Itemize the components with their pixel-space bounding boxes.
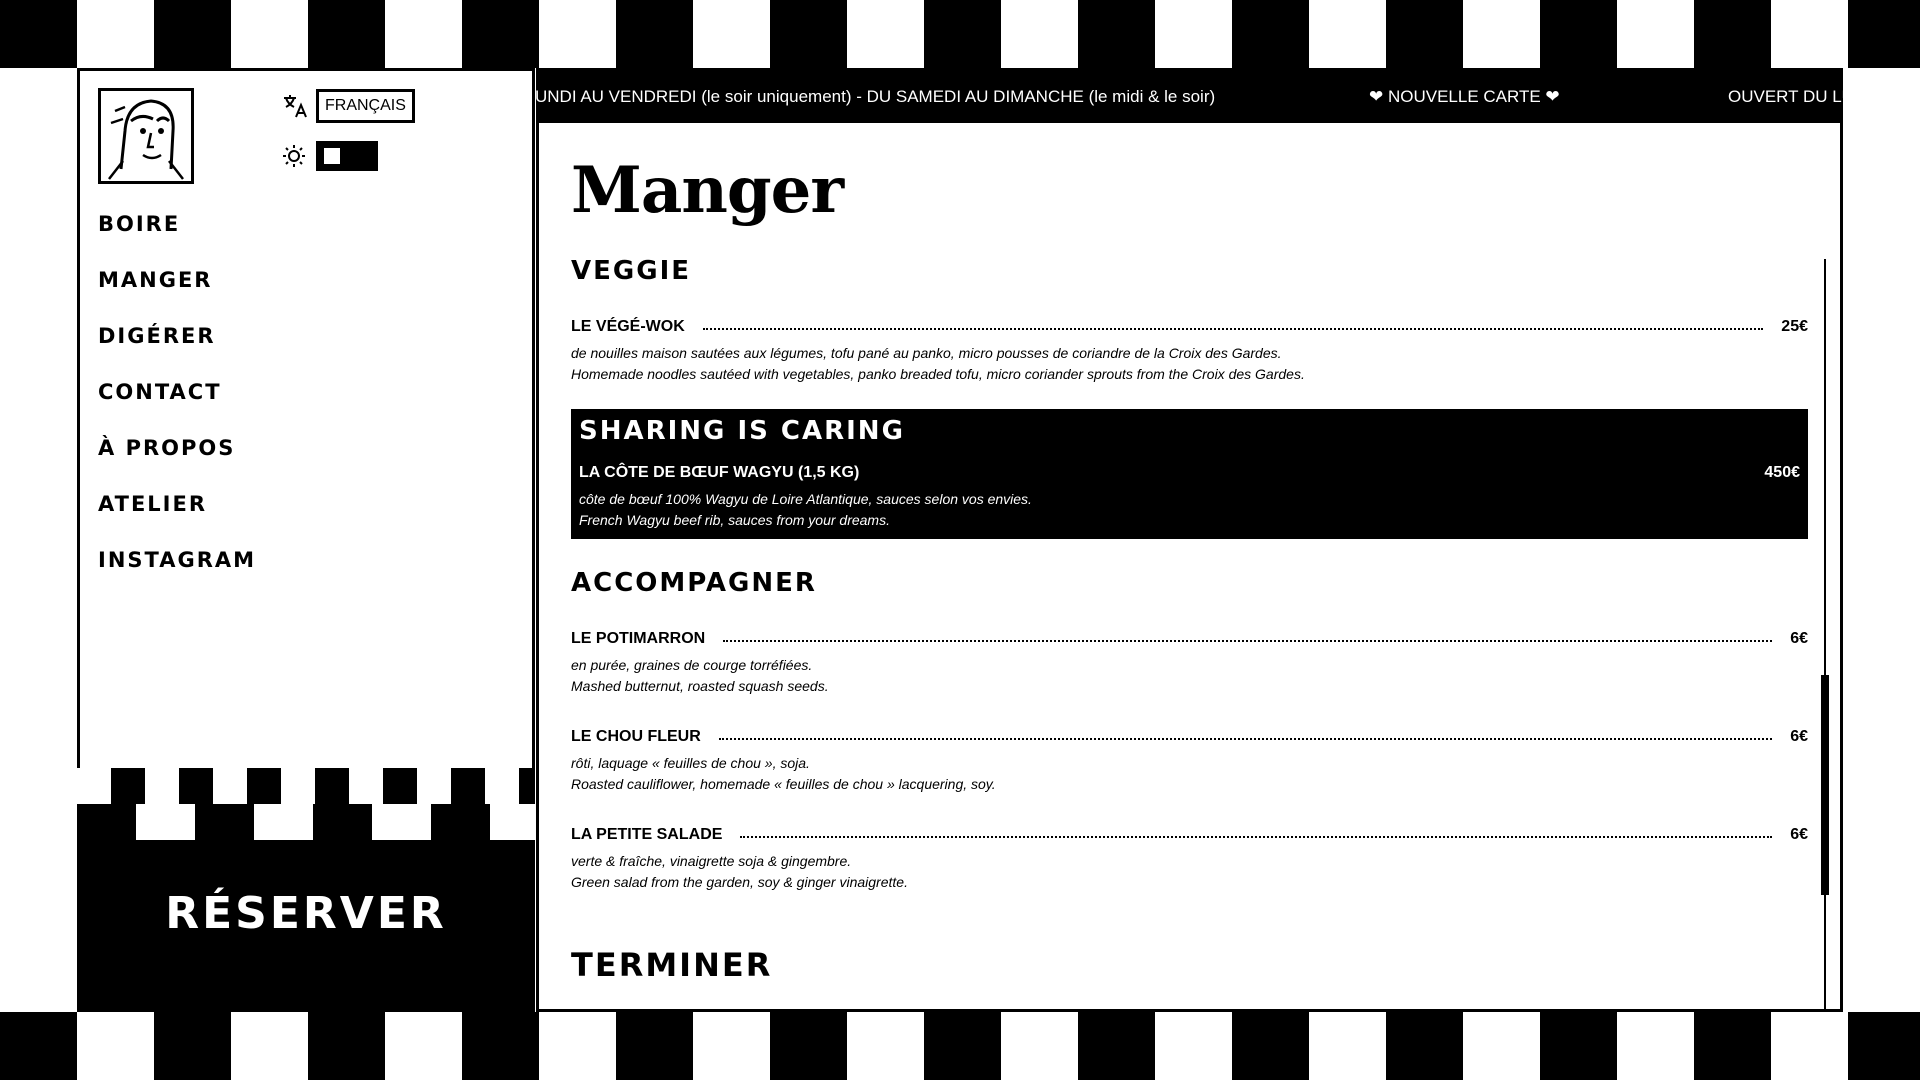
menu-item — [579, 461, 1800, 531]
marquee-hours-repeat-text: OUVERT DU LU — [1728, 87, 1854, 106]
item-desc-fr: verte & fraîche, vinaigrette soja & gingembre. — [571, 853, 852, 869]
checker-border-top — [0, 0, 1920, 68]
section-veggie — [571, 251, 1808, 385]
section-accompagner — [571, 563, 1808, 893]
item-name: LA CÔTE DE BŒUF WAGYU (1,5 KG) — [579, 464, 860, 481]
marquee-hours-text: UNDI AU VENDREDI (le soir uniquement) - DU SAMEDI AU DIMANCHE (le midi & le soir) — [535, 87, 1216, 106]
sun-icon — [282, 144, 306, 168]
item-name: LE VÉGÉ-WOK — [571, 318, 685, 335]
menu-content — [571, 251, 1808, 985]
dotted-leader — [740, 836, 1772, 838]
section-title: SHARING IS CARING — [579, 416, 905, 446]
item-desc-fr: côte de bœuf 100% Wagyu de Loire Atlantique, sauces selon vos envies. — [579, 491, 1032, 507]
menu-item — [571, 725, 1808, 795]
reserve-block — [77, 768, 535, 1012]
item-price: 450€ — [1764, 464, 1800, 481]
item-desc-en: Roasted cauliflower, homemade « feuilles de chou » lacquering, soy. — [571, 776, 996, 792]
item-desc-fr: en purée, graines de courge torréfiées. — [571, 657, 813, 673]
item-desc-en: French Wagyu beef rib, sauces from your dreams. — [579, 512, 890, 528]
section-title: TERMINER — [571, 946, 773, 984]
nav-item-boire[interactable]: BOIRE — [98, 212, 181, 236]
language-row — [282, 89, 415, 123]
item-desc-en: Homemade noodles sautéed with vegetables, panko breaded tofu, micro coriander sprouts from the Croix des Gardes. — [571, 366, 1305, 382]
menu-item — [571, 315, 1808, 385]
section-terminer — [571, 945, 1808, 985]
item-price: 6€ — [1790, 826, 1808, 843]
theme-row — [282, 141, 378, 171]
item-price: 6€ — [1790, 630, 1808, 647]
dotted-leader — [719, 738, 1772, 740]
item-desc-fr: de nouilles maison sautées aux légumes, tofu pané au panko, micro pousses de coriandre de la Croix des Gardes. — [571, 345, 1282, 361]
nav-item-atelier[interactable]: ATELIER — [98, 492, 208, 516]
main-nav — [98, 211, 256, 603]
section-sharing — [571, 409, 1808, 539]
menu-item — [571, 627, 1808, 697]
item-price: 25€ — [1781, 318, 1808, 335]
nav-item-a-propos[interactable]: À PROPOS — [98, 436, 236, 460]
section-title: VEGGIE — [571, 256, 691, 286]
item-desc-fr: rôti, laquage « feuilles de chou », soja. — [571, 755, 810, 771]
item-price: 6€ — [1790, 728, 1808, 745]
page-title: Manger — [571, 153, 844, 228]
nav-item-contact[interactable]: CONTACT — [98, 380, 222, 404]
section-title: ACCOMPAGNER — [571, 568, 817, 598]
item-desc-en: Green salad from the garden, soy & ginger vinaigrette. — [571, 874, 908, 890]
nav-item-digerer[interactable]: DIGÉRER — [98, 324, 216, 348]
dotted-leader — [703, 328, 1764, 330]
translate-icon — [282, 93, 308, 119]
item-name: LE CHOU FLEUR — [571, 728, 701, 745]
reserve-checker-pattern — [77, 768, 535, 840]
marquee-new-menu-text: ❤ NOUVELLE CARTE ❤ — [1369, 87, 1560, 106]
item-name: LA PETITE SALADE — [571, 826, 723, 843]
item-desc-en: Mashed butternut, roasted squash seeds. — [571, 678, 829, 694]
logo-face[interactable] — [98, 88, 194, 184]
menu-panel — [535, 68, 1854, 1012]
menu-item — [571, 823, 1808, 893]
nav-item-instagram[interactable]: INSTAGRAM — [98, 548, 257, 572]
face-logo-icon — [101, 91, 191, 181]
opening-hours-marquee — [535, 71, 1854, 123]
nav-item-manger[interactable]: MANGER — [98, 268, 213, 292]
checker-border-bottom — [0, 1012, 1920, 1080]
item-name: LE POTIMARRON — [571, 630, 706, 647]
scrollbar-thumb[interactable] — [1821, 675, 1829, 895]
dotted-leader — [723, 640, 1772, 642]
language-select[interactable]: FRANÇAIS — [316, 89, 415, 123]
reserve-button[interactable]: RÉSERVER — [165, 888, 447, 939]
theme-toggle-knob — [324, 148, 340, 164]
theme-toggle[interactable] — [316, 141, 378, 171]
scrollbar-track[interactable] — [1824, 259, 1826, 1011]
